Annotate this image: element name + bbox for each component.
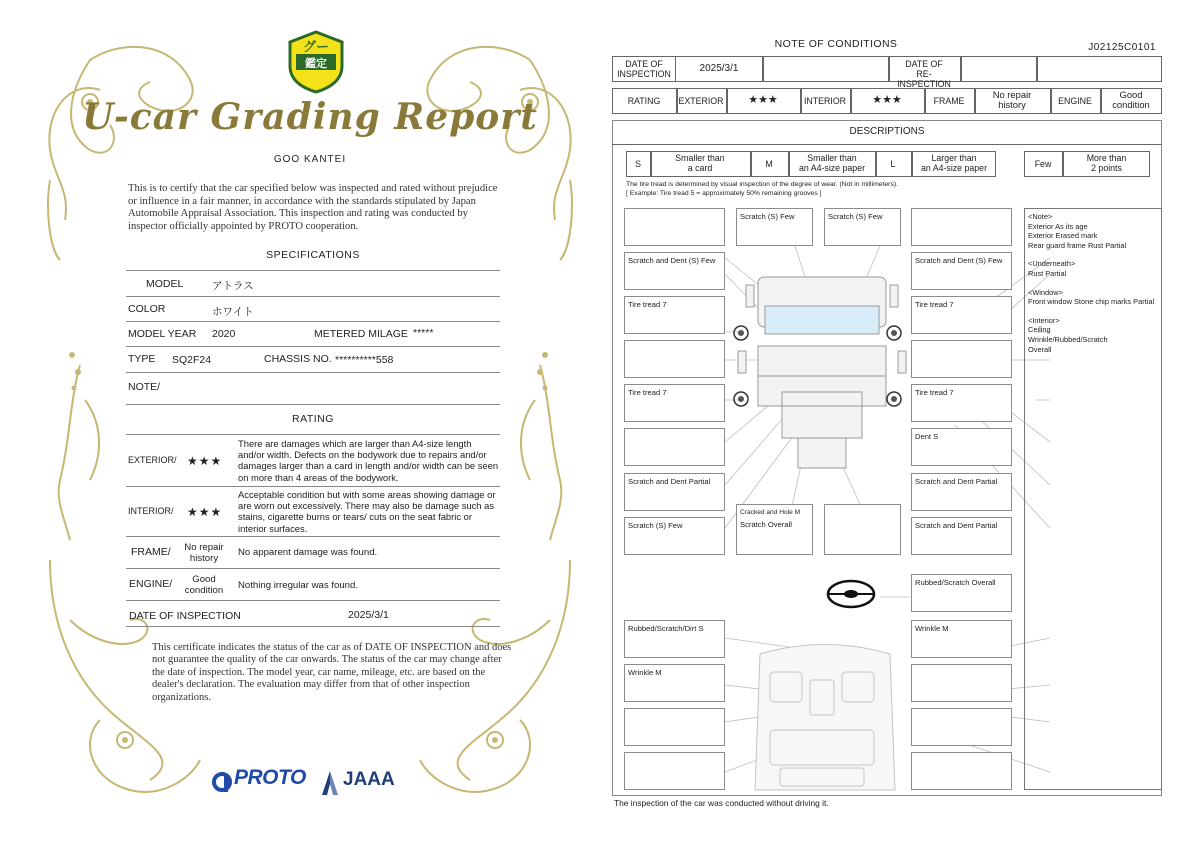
damage-cell — [911, 664, 1012, 702]
divider — [126, 536, 500, 537]
legend-s: S — [635, 159, 641, 169]
interior-label: INTERIOR — [803, 96, 847, 106]
damage-cell — [911, 752, 1012, 790]
model-year-value: 2020 — [212, 328, 236, 340]
legend-m: M — [765, 159, 773, 169]
damage-cell-text: Scratch and Dent (S) Few — [628, 256, 716, 265]
descriptions-divider — [612, 144, 1162, 145]
damage-cell-text: Scratch (S) Few — [740, 212, 795, 221]
note-of-conditions — [610, 30, 1166, 820]
note-line: Exterior As its age — [1028, 221, 1088, 231]
damage-cell-text: Scratch Overall — [740, 520, 792, 529]
engine-value-line: condition — [184, 585, 224, 596]
damage-cell-text: Scratch and Dent Partial — [915, 477, 998, 486]
note-heading: <Window> — [1028, 287, 1063, 297]
specifications-heading: SPECIFICATIONS — [266, 249, 360, 261]
chassis-value: **********558 — [335, 354, 394, 366]
damage-cell — [911, 340, 1012, 378]
note-line: Rust Partial — [1028, 268, 1067, 278]
grading-certificate — [30, 20, 590, 820]
type-value: SQ2F24 — [172, 354, 212, 366]
goo-kantei-badge-icon — [286, 30, 346, 94]
engine-description: Nothing irregular was found. — [238, 580, 358, 591]
cell-divider — [1036, 56, 1038, 82]
note-line: Wrinkle/Rubbed/Scratch — [1028, 334, 1108, 344]
frame-value-line: No repair — [184, 542, 224, 553]
svg-text:鑑定: 鑑定 — [305, 57, 327, 70]
noc-title: NOTE OF CONDITIONS — [774, 38, 898, 50]
interior-description: Acceptable condition but with some areas showing damage or are worn out excessively. There may also be damage such as stains, cigarette burns or tears/ cuts on the seat fabric or interior surfaces. — [238, 489, 496, 534]
date-of-inspection-value: 2025/3/1 — [699, 63, 739, 74]
damage-cell — [911, 517, 1012, 555]
damage-cell-text: Tire tread 7 — [915, 300, 954, 309]
jaaa-logo: JAAA — [343, 769, 395, 790]
divider — [126, 626, 500, 627]
damage-cell — [911, 208, 1012, 246]
damage-cell — [911, 428, 1012, 466]
damage-cell — [911, 384, 1012, 422]
date-of-inspection-label: DATE OF INSPECTION — [129, 610, 241, 622]
legend-line: Smaller than — [807, 153, 857, 163]
legend-line: Smaller than — [675, 153, 725, 163]
rating-heading: RATING — [292, 413, 334, 425]
model-year-label: MODEL YEAR — [128, 328, 197, 340]
legend-few: Few — [1034, 159, 1052, 169]
note-group — [1028, 212, 1158, 250]
date-of-inspection-value: 2025/3/1 — [348, 609, 389, 621]
note-line: Overall — [1028, 344, 1052, 354]
note-heading: <Underneath> — [1028, 259, 1076, 269]
legend-l: L — [890, 159, 896, 169]
damage-cell-text: Wrinkle M — [628, 668, 662, 677]
damage-cell — [911, 473, 1012, 511]
damage-cell-text: Tire tread 7 — [628, 388, 667, 397]
damage-cell — [911, 252, 1012, 290]
descriptions-heading: DESCRIPTIONS — [849, 126, 925, 137]
divider — [126, 346, 500, 347]
engine-label: ENGINE/ — [129, 578, 173, 590]
divider — [126, 486, 500, 487]
date-of-reinspection-label — [890, 59, 958, 89]
frame-value — [176, 542, 232, 564]
damage-cell — [911, 708, 1012, 746]
tire-note-example: [ Example: Tire tread 5 = approximately 50% remaining grooves ] — [626, 190, 822, 197]
exterior-label: EXTERIOR — [678, 96, 724, 106]
certificate-intro: This is to certify that the car specified below was inspected and rated without prejudice or influence in a fair manner, in accordance with the standards stipulated by Japan Automobile Appraisal Association. This inspection and rating was conducted by inspector officially appointed by PROTO cooperation. — [128, 183, 498, 232]
damage-cell-text: Wrinkle M — [915, 624, 949, 633]
damage-cell-text: Cracked and Hole M — [740, 509, 801, 516]
frame-label: FRAME — [933, 96, 965, 106]
label-line: DATE OF — [905, 59, 943, 69]
damage-cell — [911, 296, 1012, 334]
legend-m-desc — [789, 153, 875, 173]
damage-cell-text: Dent S — [915, 432, 939, 441]
legend-line: Larger than — [931, 153, 977, 163]
tire-note: The tire tread is determined by visual inspection of the degree of wear. (Not in millimeters). — [626, 181, 898, 188]
damage-cell — [624, 384, 725, 422]
damage-cell — [624, 340, 725, 378]
certificate-subtitle: GOO KANTEI — [273, 154, 347, 165]
damage-cell — [624, 473, 725, 511]
interior-label: INTERIOR/ — [128, 506, 174, 516]
model-value: アトラス — [212, 280, 254, 292]
damage-cell — [911, 620, 1012, 658]
damage-cell — [624, 664, 725, 702]
metered-milage-label: METERED MILAGE — [314, 328, 408, 340]
damage-cell-text: Tire tread 7 — [915, 388, 954, 397]
frame-description: No apparent damage was found. — [238, 547, 378, 558]
damage-cell — [624, 620, 725, 658]
note-line: Front window Stone chip marks Partial — [1028, 297, 1155, 307]
frame-value — [974, 90, 1050, 110]
color-label: COLOR — [128, 303, 166, 315]
damage-cell — [736, 504, 813, 555]
cell-divider — [762, 56, 764, 82]
engine-value-line: Good — [192, 574, 216, 585]
divider — [126, 372, 500, 373]
damage-cell-text: Scratch and Dent (S) Few — [915, 256, 1003, 265]
legend-line: a card — [687, 163, 713, 173]
note-label: NOTE/ — [128, 381, 161, 393]
metered-milage-value: ***** — [413, 327, 434, 339]
legend-l-desc — [912, 153, 996, 173]
svg-text:グー: グー — [302, 40, 330, 55]
exterior-description: There are damages which are larger than A4-size length and/or width. Defects on the bodywork due to repairs and/or damages larger than a card in length and/or width can be seen on more than 4 areas of the bodywork. — [238, 438, 499, 483]
legend-line: an A4-size paper — [798, 163, 866, 173]
interior-stars: ★★★ — [872, 94, 902, 106]
damage-cell-text: Scratch (S) Few — [628, 521, 683, 530]
damage-cell-text: Scratch and Dent Partial — [628, 477, 711, 486]
damage-cell — [624, 296, 725, 334]
legend-few-desc — [1063, 153, 1150, 173]
color-value: ホワイト — [212, 306, 254, 318]
type-label: TYPE — [128, 353, 156, 365]
underneath-group — [1028, 259, 1158, 278]
note-line: Ceiling — [1028, 325, 1051, 335]
engine-label: ENGINE — [1058, 96, 1092, 106]
damage-cell — [624, 428, 725, 466]
legend-line: an A4-size paper — [920, 163, 988, 173]
legend-line: More than — [1086, 153, 1127, 163]
window-group — [1028, 288, 1158, 307]
engine-value — [1100, 90, 1162, 110]
exterior-stars: ★★★ — [187, 454, 223, 468]
frame-value-line: history — [189, 553, 219, 564]
note-heading: <Note> — [1028, 212, 1053, 221]
divider — [126, 568, 500, 569]
note-line: Exterior Erased mark — [1028, 231, 1098, 241]
damage-cell — [736, 208, 813, 246]
damage-cell — [624, 752, 725, 790]
damage-cell — [624, 708, 725, 746]
jaaa-mark-icon — [320, 770, 340, 796]
damage-cell — [624, 517, 725, 555]
divider — [126, 600, 500, 601]
interior-stars: ★★★ — [187, 505, 223, 519]
legend-s-desc — [651, 153, 749, 173]
frame-label: FRAME/ — [131, 546, 171, 558]
certificate-title: U-car Grading Report — [82, 96, 538, 138]
legend-line: 2 points — [1091, 163, 1122, 173]
divider — [126, 434, 500, 435]
damage-cell — [911, 574, 1012, 612]
divider — [126, 321, 500, 322]
value-line: Good — [1119, 89, 1143, 100]
label-line: DATE OF — [625, 59, 663, 69]
divider — [126, 404, 500, 405]
exterior-stars: ★★★ — [748, 94, 778, 106]
divider — [126, 270, 500, 271]
proto-mark-icon — [212, 770, 232, 794]
damage-cell — [624, 252, 725, 290]
damage-cell-text: Rubbed/Scratch/Dirt S — [628, 624, 704, 633]
note-line: Rear guard frame Rust Partial — [1028, 240, 1127, 250]
damage-cell-text: Tire tread 7 — [628, 300, 667, 309]
rating-label: RATING — [627, 96, 661, 106]
damage-cell-text: Rubbed/Scratch Overall — [915, 578, 996, 587]
notes-panel — [1024, 208, 1162, 790]
proto-logo: PROTO — [234, 766, 306, 789]
document-id: J02125C0101 — [1088, 42, 1156, 53]
label-line: RE-INSPECTION — [897, 69, 951, 89]
date-of-inspection-label — [612, 59, 676, 79]
damage-cell-text: Scratch and Dent Partial — [915, 521, 998, 530]
label-line: INSPECTION — [617, 69, 671, 79]
cell-divider — [960, 56, 962, 82]
damage-cell — [824, 208, 901, 246]
value-line: condition — [1112, 99, 1150, 110]
value-line: history — [998, 99, 1026, 110]
value-line: No repair — [992, 89, 1032, 100]
damage-cell-text: Scratch (S) Few — [828, 212, 883, 221]
noc-footer: The inspection of the car was conducted without driving it. — [614, 798, 829, 808]
damage-cell — [824, 504, 901, 555]
engine-value — [176, 574, 232, 596]
exterior-label: EXTERIOR/ — [128, 455, 177, 465]
interior-group — [1028, 316, 1158, 354]
damage-cell — [624, 208, 725, 246]
model-label: MODEL — [146, 278, 184, 290]
chassis-label: CHASSIS NO. — [264, 353, 332, 365]
certificate-footer: This certificate indicates the status of the car as of DATE OF INSPECTION and does not guarantee the quality of the car onwards. The status of the car may change after the date of inspection. The model year, car name, mileage, etc. are based on the dealer's declaration. The evaluation may differ from that of other inspection organizations. — [152, 642, 512, 703]
divider — [126, 296, 500, 297]
note-heading: <Interior> — [1028, 315, 1060, 325]
